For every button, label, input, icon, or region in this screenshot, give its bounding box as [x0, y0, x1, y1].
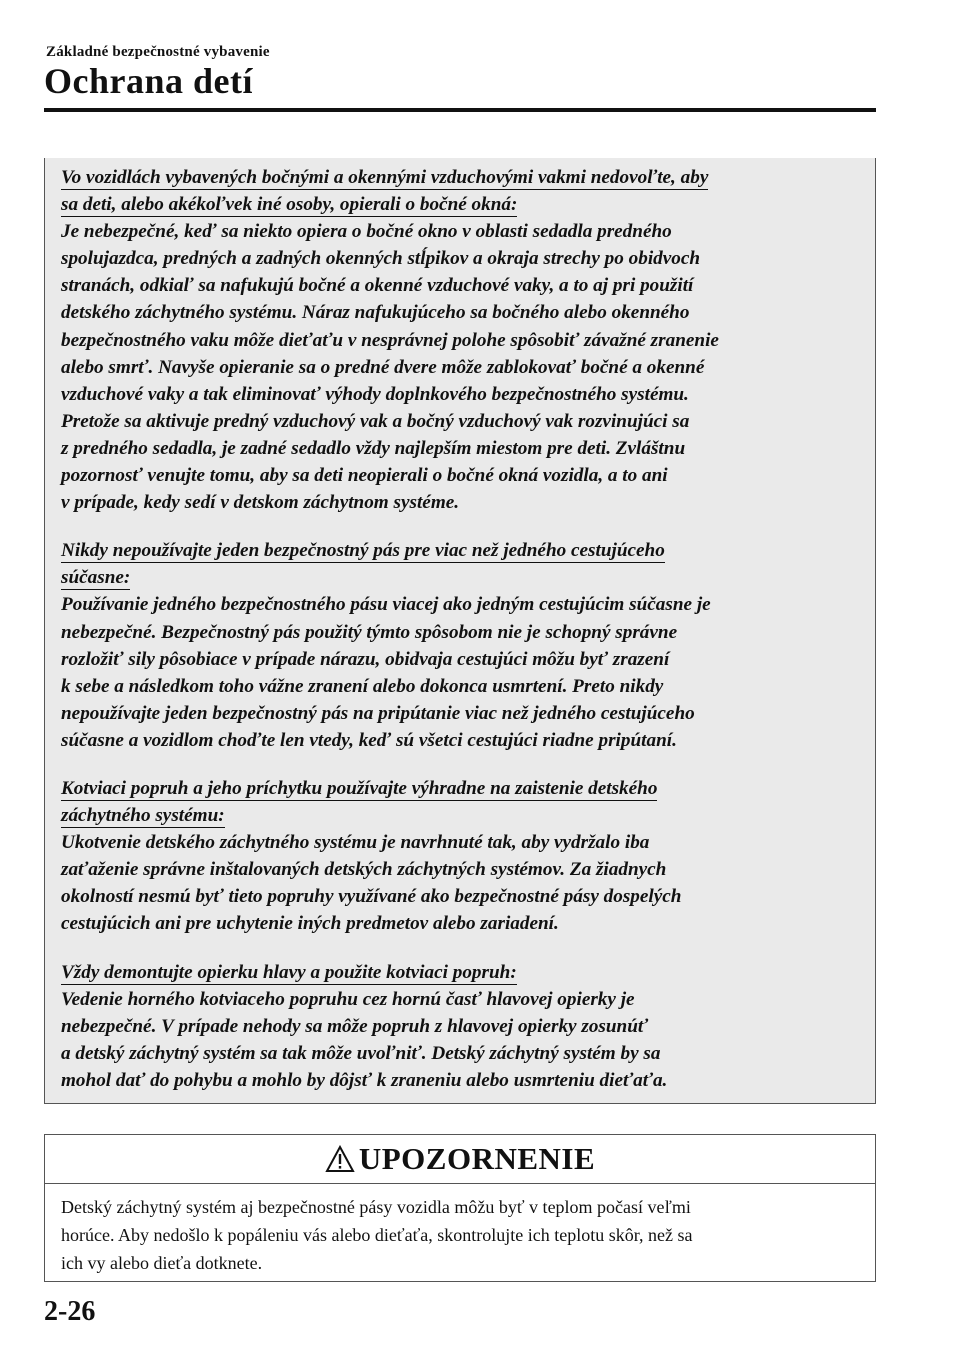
warning-body-line: nepoužívajte jeden bezpečnostný pás na pripútanie viac než jedného cestujúceho [61, 702, 695, 724]
warning-heading-line: súčasne: [61, 567, 131, 589]
caution-body [45, 1184, 875, 1277]
warning-body [61, 829, 861, 937]
page-number: 2-26 [44, 1296, 96, 1327]
warning-triangle-icon [325, 1145, 355, 1173]
warning-heading-line: Vo vozidlách vybavených bočnými a okennými vzduchovými vakmi nedovoľte, aby [61, 167, 709, 188]
warning-heading-line: Vždy demontujte opierku hlavy a použite kotviaci popruh: [61, 961, 517, 983]
warning-body-line: nebezpečné. V prípade nehody sa môže popruh z hlavovej opierky zosunúť [61, 1015, 649, 1037]
warning-block [61, 959, 861, 1094]
warning-body-line: Používanie jedného bezpečnostného pásu viacej ako jedným cestujúcim súčasne je [61, 594, 711, 616]
warning-body-line: cestujúcich ani pre uchytenie iných predmetov alebo zariadení. [61, 913, 559, 935]
warning-heading-line: Kotviaci popruh a jeho príchytku používajte výhradne na zaistenie detského [61, 777, 658, 799]
warning-block [61, 775, 861, 938]
warning-heading [61, 959, 861, 986]
warning-body [61, 218, 861, 516]
warning-body-line: v prípade, kedy sedí v detskom záchytnom systéme. [61, 492, 460, 514]
warning-body-line: súčasne a vozidlom choďte len vtedy, keď sú všetci cestujúci riadne pripútaní. [61, 729, 677, 751]
warning-block [61, 164, 861, 516]
warning-body-line: vzduchové vaky a tak eliminovať výhody doplnkového bezpečnostného systému. [61, 383, 689, 405]
warning-body-line: rozložiť sily pôsobiace v prípade nárazu, obidvaja cestujúci môžu byť zrazení [61, 648, 670, 670]
warning-block [61, 537, 861, 754]
warning-body-line: pozornosť venujte tomu, aby sa deti neopierali o bočné okná vozidla, a to ani [61, 465, 668, 487]
caution-title: UPOZORNENIE [358, 1141, 596, 1176]
warning-body-line: Je nebezpečné, keď sa niekto opiera o bočné okno v oblasti sedadla predného [61, 221, 672, 243]
warning-heading-line: Nikdy nepoužívajte jeden bezpečnostný pás pre viac než jedného cestujúceho [61, 540, 665, 562]
caution-body-line: Detský záchytný systém aj bezpečnostné pásy vozidla môžu byť v teplom počasí veľmi [61, 1197, 691, 1217]
caution-body-line: horúce. Aby nedošlo k popáleniu vás alebo dieťaťa, skontrolujte ich teplotu skôr, než sa [61, 1225, 693, 1245]
warning-body-line: spolujazdca, predných a zadných okenných stĺpikov a okraja strechy po obidvoch [61, 248, 701, 270]
warning-heading [61, 537, 861, 591]
warning-body-line: a detský záchytný systém sa tak môže uvoľniť. Detský záchytný systém by sa [61, 1042, 661, 1064]
warning-heading-line: záchytného systému: [61, 805, 225, 827]
warning-body-line: mohol dať do pohybu a mohlo by dôjsť k zraneniu alebo usmrteniu dieťaťa. [61, 1069, 668, 1091]
warning-body-line: okolností nesmú byť tieto popruhy využívané ako bezpečnostné pásy dospelých [61, 886, 682, 908]
caution-box [44, 1134, 876, 1282]
warning-body-line: nebezpečné. Bezpečnostný pás použitý týmto spôsobom nie je schopný správne [61, 621, 678, 643]
warning-body-line: zaťaženie správne inštalovaných detských záchytných systémov. Za žiadnych [61, 859, 667, 881]
warning-heading [61, 164, 861, 218]
warning-body [61, 986, 861, 1094]
warning-body-line: bezpečnostného vaku môže dieťaťu v nesprávnej polohe spôsobiť závažné zranenie [61, 329, 719, 351]
warning-body-line: Ukotvenie detského záchytného systému je navrhnuté tak, aby vydržalo iba [61, 832, 650, 854]
page-title: Ochrana detí [44, 61, 253, 101]
warning-body-line: detského záchytného systému. Náraz nafukujúceho sa bočného alebo okenného [61, 302, 690, 324]
section-label: Základné bezpečnostné vybavenie [46, 44, 270, 60]
warning-body-line: stranách, odkiaľ sa nafukujú bočné a okenné vzduchové vaky, a to aj pri použití [61, 275, 694, 297]
warning-box [44, 158, 876, 1104]
warning-heading [61, 775, 861, 829]
warning-body-line: k sebe a následkom toho vážne zranení alebo dokonca usmrtení. Preto nikdy [61, 675, 664, 697]
warning-body-line: Vedenie horného kotviaceho popruhu cez hornú časť hlavovej opierky je [61, 988, 635, 1010]
caution-header [45, 1135, 875, 1184]
warning-body-line: Pretože sa aktivuje predný vzduchový vak a bočný vzduchový vak rozvinujúci sa [61, 410, 690, 432]
warning-body-line: z predného sedadla, je zadné sedadlo vždy najlepším miestom pre deti. Zvláštnu [61, 437, 686, 459]
title-rule [44, 108, 876, 112]
warning-heading-line: sa deti, alebo akékoľvek iné osoby, opierali o bočné okná: [61, 194, 518, 216]
caution-body-line: ich vy alebo dieťa dotknete. [61, 1253, 263, 1273]
warning-body [61, 591, 861, 754]
warning-body-line: alebo smrť. Navyše opieranie sa o predné dvere môže zablokovať bočné a okenné [61, 356, 705, 378]
